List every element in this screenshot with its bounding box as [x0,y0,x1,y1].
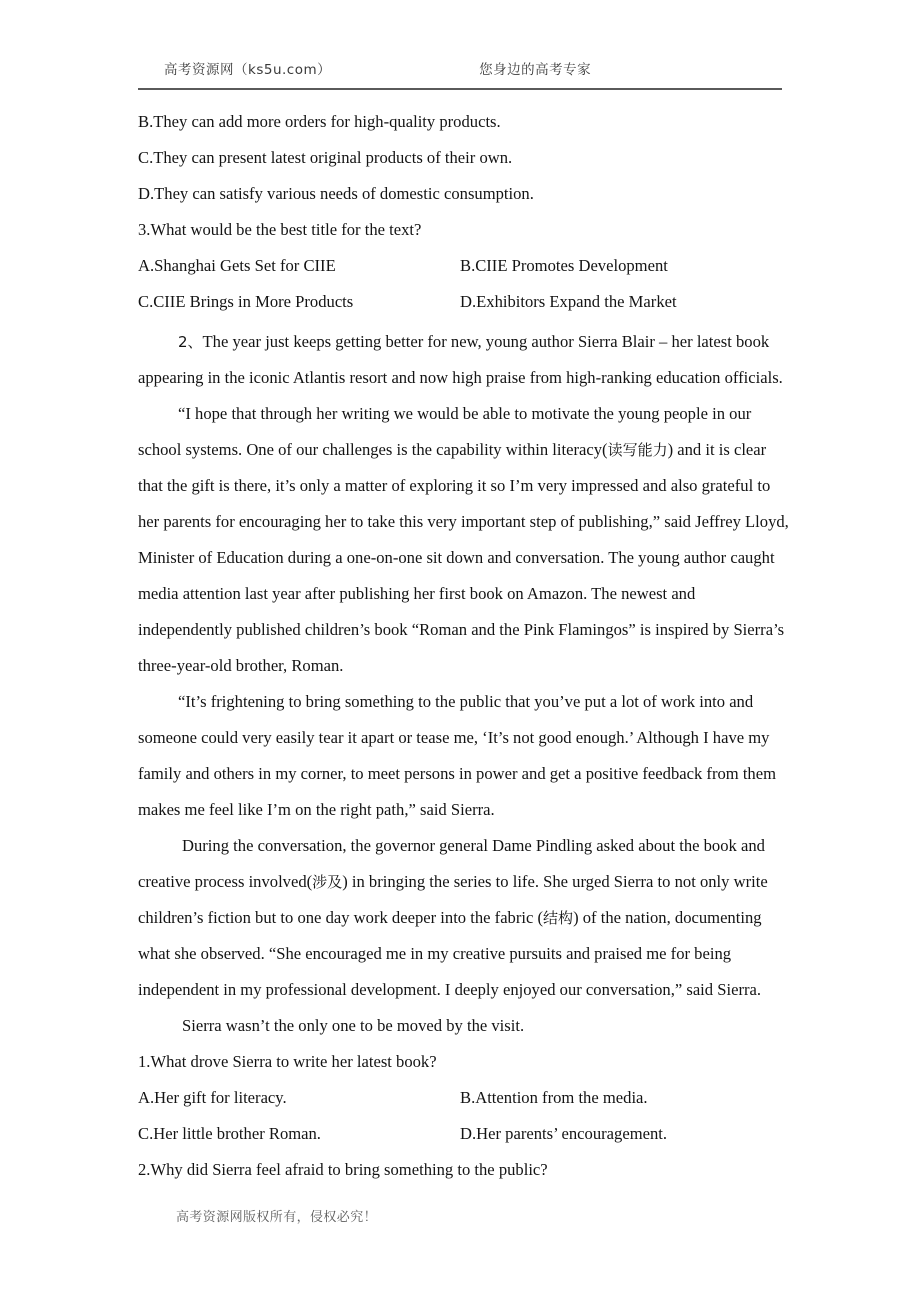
passage2-para2-line2 [138,432,786,468]
gloss-literacy-cjk: 读写能力 [607,441,668,459]
question-3-option-d: D.Exhibitors Expand the Market [460,292,677,311]
document-content [138,104,789,1188]
header-slogan: 您身边的高考专家 [479,62,592,78]
question-3-options-row-2 [138,284,786,320]
question-3-option-a: A.Shanghai Gets Set for CIIE [138,256,336,275]
page-header [138,58,782,90]
passage2-para2-line2-post: ) and it is clear [667,440,767,459]
passage2-para2-line6: media attention last year after publishing her first book on Amazon. The newest and [138,584,696,603]
question-1-options-row-1 [138,1080,786,1116]
question-1-option-b: B.Attention from the media. [460,1088,648,1107]
passage2-para4-line2-post: ) in bringing the series to life. She urged Sierra to not only write [342,872,768,891]
question-1-option-d: D.Her parents’ encouragement. [460,1124,668,1143]
passage2-para3-line1: “It’s frightening to bring something to the public that you’ve put a lot of work into and [178,692,754,711]
passage2-para2-line5: Minister of Education during a one-on-one sit down and conversation. The young author caught [138,548,775,567]
passage2-para4-line5: independent in my professional development. I deeply enjoyed our conversation,” said Sierra. [138,980,762,999]
question-1-stem: 1.What drove Sierra to write her latest book? [138,1052,437,1071]
passage2-number: 2、 [178,333,203,351]
question-1-options-row-2 [138,1116,786,1152]
header-site-name: 高考资源网（ks5u.com） [164,62,332,78]
passage2-para3-line2: someone could very easily tear it apart or tease me, ‘It’s not good enough.’ Although I have my [138,728,770,747]
header-row [138,58,782,84]
question-2-stem: 2.Why did Sierra feel afraid to bring something to the public? [138,1160,548,1179]
question-3-option-b: B.CIIE Promotes Development [460,256,668,275]
passage2-para2-line7: independently published children’s book “Roman and the Pink Flamingos” is inspired by Sierra’s [138,620,785,639]
passage2-para4-line2 [138,864,786,900]
question-3-stem: 3.What would be the best title for the text? [138,220,422,239]
passage2-para4-line3-post: ) of the nation, documenting [573,908,762,927]
passage2-para4-line2-pre: creative process involved( [138,872,313,891]
passage2-para2-line1: “I hope that through her writing we would be able to motivate the young people in our [178,404,752,423]
passage2-para1-line1-text: The year just keeps getting better for new, young author Sierra Blair – her latest book [202,332,770,351]
passage2-para3-line4: makes me feel like I’m on the right path,” said Sierra. [138,800,495,819]
question-1-option-c: C.Her little brother Roman. [138,1124,321,1143]
passage2-para2-line8: three-year-old brother, Roman. [138,656,344,675]
question-1-option-a: A.Her gift for literacy. [138,1088,287,1107]
passage2-para2-line3: that the gift is there, it’s only a matter of exploring it so I’m very impressed and also grateful to [138,476,771,495]
option-b-passage1: B.They can add more orders for high-quality products. [138,112,501,131]
gloss-involved-cjk: 涉及 [312,873,343,891]
question-3-option-c: C.CIIE Brings in More Products [138,292,354,311]
passage2-para1-line1 [138,324,786,360]
passage2-para4-line1: During the conversation, the governor general Dame Pindling asked about the book and [182,836,765,855]
passage2-para3-line3: family and others in my corner, to meet persons in power and get a positive feedback from them [138,764,777,783]
gloss-fabric-cjk: 结构 [543,909,574,927]
page-footer-copyright: 高考资源网版权所有，侵权必究！ [176,1210,378,1225]
passage2-para2-line2-pre: school systems. One of our challenges is the capability within literacy( [138,440,608,459]
passage2-para1-line2: appearing in the iconic Atlantis resort and now high praise from high-ranking education officials. [138,368,783,387]
question-3-options-row-1 [138,248,786,284]
passage2-para4-line3-pre: children’s fiction but to one day work deeper into the fabric ( [138,908,544,927]
passage2-para5-line1: Sierra wasn’t the only one to be moved by the visit. [182,1016,525,1035]
option-c-passage1: C.They can present latest original products of their own. [138,148,513,167]
passage2-para2-line4: her parents for encouraging her to take this very important step of publishing,” said Jeffrey Lloyd, [138,512,789,531]
option-d-passage1: D.They can satisfy various needs of domestic consumption. [138,184,534,203]
passage2-para4-line3 [138,900,786,936]
header-divider [138,88,782,90]
passage2-para4-line4: what she observed. “She encouraged me in my creative pursuits and praised me for being [138,944,732,963]
